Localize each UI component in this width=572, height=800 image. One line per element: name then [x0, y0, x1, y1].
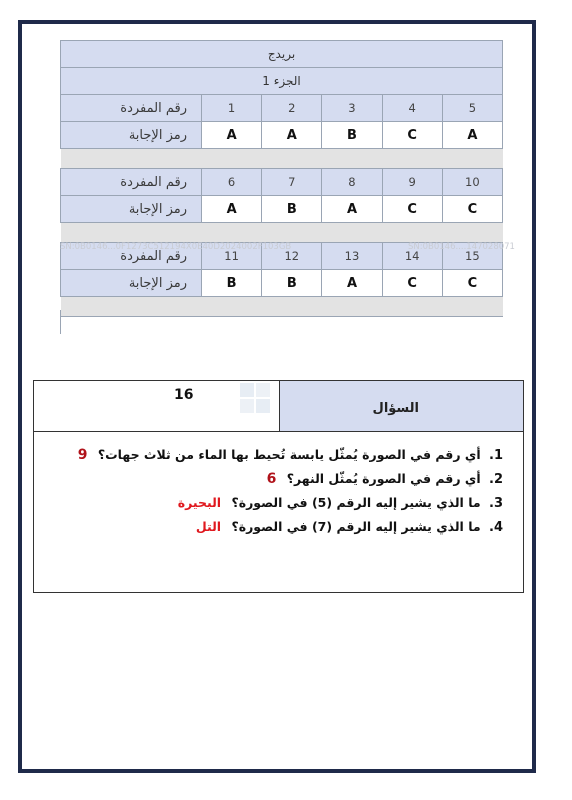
- answer-code: C: [382, 122, 442, 149]
- item-number: 5: [442, 95, 502, 122]
- item-number: 7: [262, 169, 322, 196]
- question-item-number: 4.: [489, 520, 503, 535]
- answer-code: A: [322, 196, 382, 223]
- item-number-row: [61, 95, 503, 122]
- question-item-answer: التل: [195, 519, 222, 534]
- item-number: 15: [442, 243, 502, 270]
- item-number: 13: [322, 243, 382, 270]
- answer-code: A: [202, 196, 262, 223]
- item-number: 10: [442, 169, 502, 196]
- answer-code: C: [442, 196, 502, 223]
- question-box: [33, 380, 524, 593]
- question-item-text: أي رقم في الصورة يُمثّل النهر؟: [286, 471, 481, 486]
- answer-code: B: [262, 270, 322, 297]
- answer-code: A: [262, 122, 322, 149]
- spacer-row: [61, 297, 503, 317]
- item-number: 12: [262, 243, 322, 270]
- item-number-label: رقم المفردة: [61, 95, 202, 122]
- question-item: [43, 495, 503, 519]
- question-item-answer: 6: [266, 471, 277, 487]
- question-item: [43, 471, 503, 495]
- serial-watermark: SN:0B0146....147028071: [408, 242, 515, 252]
- answer-code: A: [442, 122, 502, 149]
- question-number-cell: [34, 381, 280, 431]
- item-number: 9: [382, 169, 442, 196]
- item-number-label: رقم المفردة: [61, 169, 202, 196]
- table-edge-line: [60, 310, 61, 334]
- spacer-row: [61, 223, 503, 243]
- question-label: السؤال: [372, 401, 419, 416]
- answer-code-row: [61, 122, 503, 149]
- answer-code: A: [202, 122, 262, 149]
- answer-code-row: [61, 196, 503, 223]
- answer-code: C: [382, 196, 442, 223]
- question-header: [34, 381, 523, 432]
- item-number: 11: [202, 243, 262, 270]
- question-number: 16: [174, 387, 194, 403]
- item-number: 14: [382, 243, 442, 270]
- answer-code: C: [442, 270, 502, 297]
- item-number: 2: [262, 95, 322, 122]
- answer-code: C: [382, 270, 442, 297]
- spacer-row: [61, 149, 503, 169]
- question-item-answer: البحيرة: [177, 495, 222, 510]
- answer-code-label: رمز الإجابة: [61, 122, 202, 149]
- question-label-cell: [280, 381, 523, 431]
- item-number-label: رقم المفردة: [61, 243, 202, 270]
- answer-code: A: [322, 270, 382, 297]
- question-item-number: 1.: [489, 448, 503, 463]
- answer-code-row: [61, 270, 503, 297]
- answer-key-table: [60, 40, 503, 317]
- answer-code-label: رمز الإجابة: [61, 196, 202, 223]
- question-item: [43, 519, 503, 543]
- question-item-text: ما الذي يشير إليه الرقم (7) في الصورة؟: [231, 519, 481, 534]
- question-list: [43, 447, 503, 543]
- item-number: 6: [202, 169, 262, 196]
- item-number: 8: [322, 169, 382, 196]
- answer-code: B: [202, 270, 262, 297]
- item-number: 3: [322, 95, 382, 122]
- answer-code: B: [262, 196, 322, 223]
- question-item-number: 2.: [489, 472, 503, 487]
- item-number: 4: [382, 95, 442, 122]
- item-number: 1: [202, 95, 262, 122]
- answer-code: B: [322, 122, 382, 149]
- question-item-text: ما الذي يشير إليه الرقم (5) في الصورة؟: [231, 495, 481, 510]
- question-item-answer: 9: [77, 447, 88, 463]
- part-title: الجزء 1: [61, 68, 503, 95]
- answer-code-label: رمز الإجابة: [61, 270, 202, 297]
- test-title: بريدج: [61, 41, 503, 68]
- question-item-text: أي رقم في الصورة يُمثّل يابسة تُحيط بها الماء من ثلاث جهات؟: [97, 447, 481, 462]
- question-item: [43, 447, 503, 471]
- serial-watermark: SN:0B0146...0F1273C512194X0E40D2024002F103GB: [60, 242, 292, 252]
- item-number-row: [61, 169, 503, 196]
- question-item-number: 3.: [489, 496, 503, 511]
